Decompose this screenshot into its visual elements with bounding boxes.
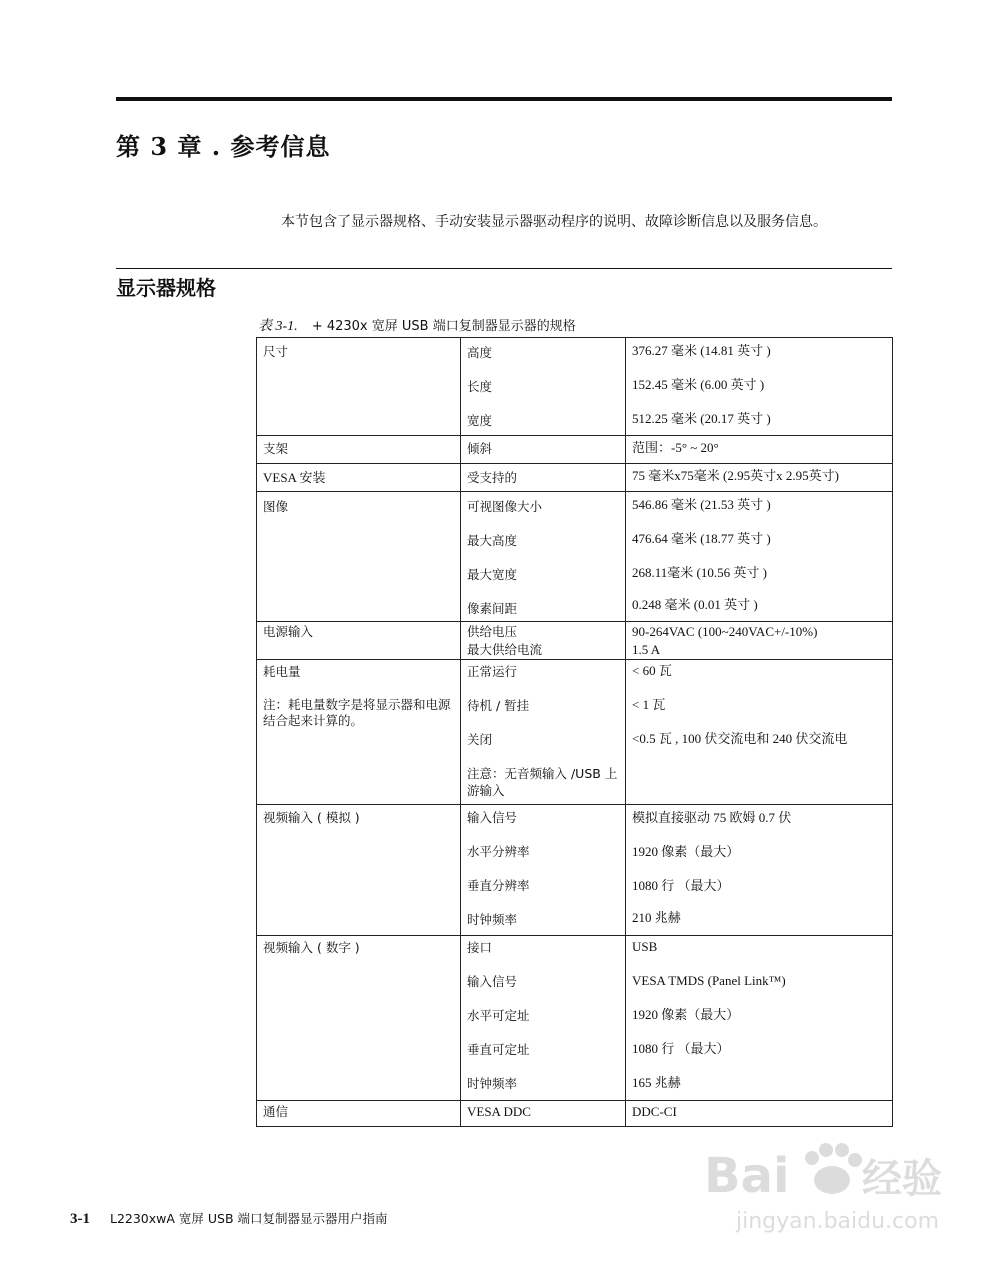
category-cell: 电源输入: [257, 622, 461, 660]
spec-table: [256, 337, 893, 1127]
item-cell: 可视图像大小 最大高度 最大宽度 像素间距: [461, 492, 626, 622]
value-cell: 模拟直接驱动 75 欧姆 0.7 伏 1920 像素（最大） 1080 行 （最大） 210 兆赫: [626, 805, 893, 936]
category-cell: 通信: [257, 1101, 461, 1127]
baidu-watermark-logo: [700, 1130, 960, 1240]
table-row: [257, 805, 893, 936]
category-cell: 支架: [257, 436, 461, 464]
caption-text: + 4230x 宽屏 USB 端口复制器显示器的规格: [311, 319, 576, 334]
chapter-title: 第 3 章 . 参考信息: [116, 132, 331, 161]
item-cell: 接口 输入信号 水平可定址 垂直可定址 时钟频率: [461, 936, 626, 1101]
item-cell: 供给电压 最大供给电流: [461, 622, 626, 660]
section-rule: [116, 268, 892, 269]
category-cell: 图像: [257, 492, 461, 622]
table-row: [257, 338, 893, 436]
value-cell: 546.86 毫米 (21.53 英寸 ) 476.64 毫米 (18.77 英寸 ) 268.11毫米 (10.56 英寸 ) 0.248 毫米 (0.01 英寸 ): [626, 492, 893, 622]
category-cell: 耗电量 注：耗电量数字是将显示器和电源结合起来计算的。: [257, 660, 461, 805]
category-cell: VESA 安装: [257, 464, 461, 492]
table-row: [257, 936, 893, 1101]
table-row: [257, 622, 893, 660]
value-cell: 376.27 毫米 (14.81 英寸 ) 152.45 毫米 (6.00 英寸 ) 512.25 毫米 (20.17 英寸 ): [626, 338, 893, 436]
top-rule: [116, 97, 892, 101]
item-cell: 受支持的: [461, 464, 626, 492]
svg-text:经验: 经验: [862, 1156, 942, 1202]
table-row: [257, 1101, 893, 1127]
caption-number: 表 3-1.: [258, 319, 298, 334]
value-cell: 90-264VAC (100~240VAC+/-10%) 1.5 A: [626, 622, 893, 660]
table-row: [257, 464, 893, 492]
table-row: [257, 436, 893, 464]
svg-text:jingyan.baidu.com: jingyan.baidu.com: [736, 1209, 940, 1234]
category-cell: 视频输入 ( 模拟 ): [257, 805, 461, 936]
value-cell: 范围：-5° ~ 20°: [626, 436, 893, 464]
table-caption: [258, 315, 576, 335]
footer-title: L2230xwA 宽屏 USB 端口复制器显示器用户指南: [109, 1211, 388, 1226]
page-footer: [70, 1209, 388, 1228]
table-row: [257, 660, 893, 805]
intro-paragraph: 本节包含了显示器规格、手动安装显示器驱动程序的说明、故障诊断信息以及服务信息。: [281, 214, 827, 230]
category-cell: 尺寸: [257, 338, 461, 436]
svg-text:Bai: Bai: [704, 1148, 790, 1204]
page-number: 3-1: [70, 1211, 90, 1227]
section-title: 显示器规格: [116, 276, 216, 300]
value-cell: 75 毫米x75毫米 (2.95英寸x 2.95英寸): [626, 464, 893, 492]
value-cell: USB VESA TMDS (Panel Link™) 1920 像素（最大） 1080 行 （最大） 165 兆赫: [626, 936, 893, 1101]
value-cell: < 60 瓦 < 1 瓦 <0.5 瓦 , 100 伏交流电和 240 伏交流电: [626, 660, 893, 805]
table-row: [257, 492, 893, 622]
item-cell: 输入信号 水平分辨率 垂直分辨率 时钟频率: [461, 805, 626, 936]
item-cell: 正常运行 待机 / 暂挂 关闭 注意：无音频输入 /USB 上游输入: [461, 660, 626, 805]
power-note: 注：耗电量数字是将显示器和电源结合起来计算的。: [263, 697, 451, 728]
item-cell: VESA DDC: [461, 1101, 626, 1127]
value-cell: DDC-CI: [626, 1101, 893, 1127]
item-cell: 高度 长度 宽度: [461, 338, 626, 436]
item-cell: 倾斜: [461, 436, 626, 464]
category-cell: 视频输入 ( 数字 ): [257, 936, 461, 1101]
